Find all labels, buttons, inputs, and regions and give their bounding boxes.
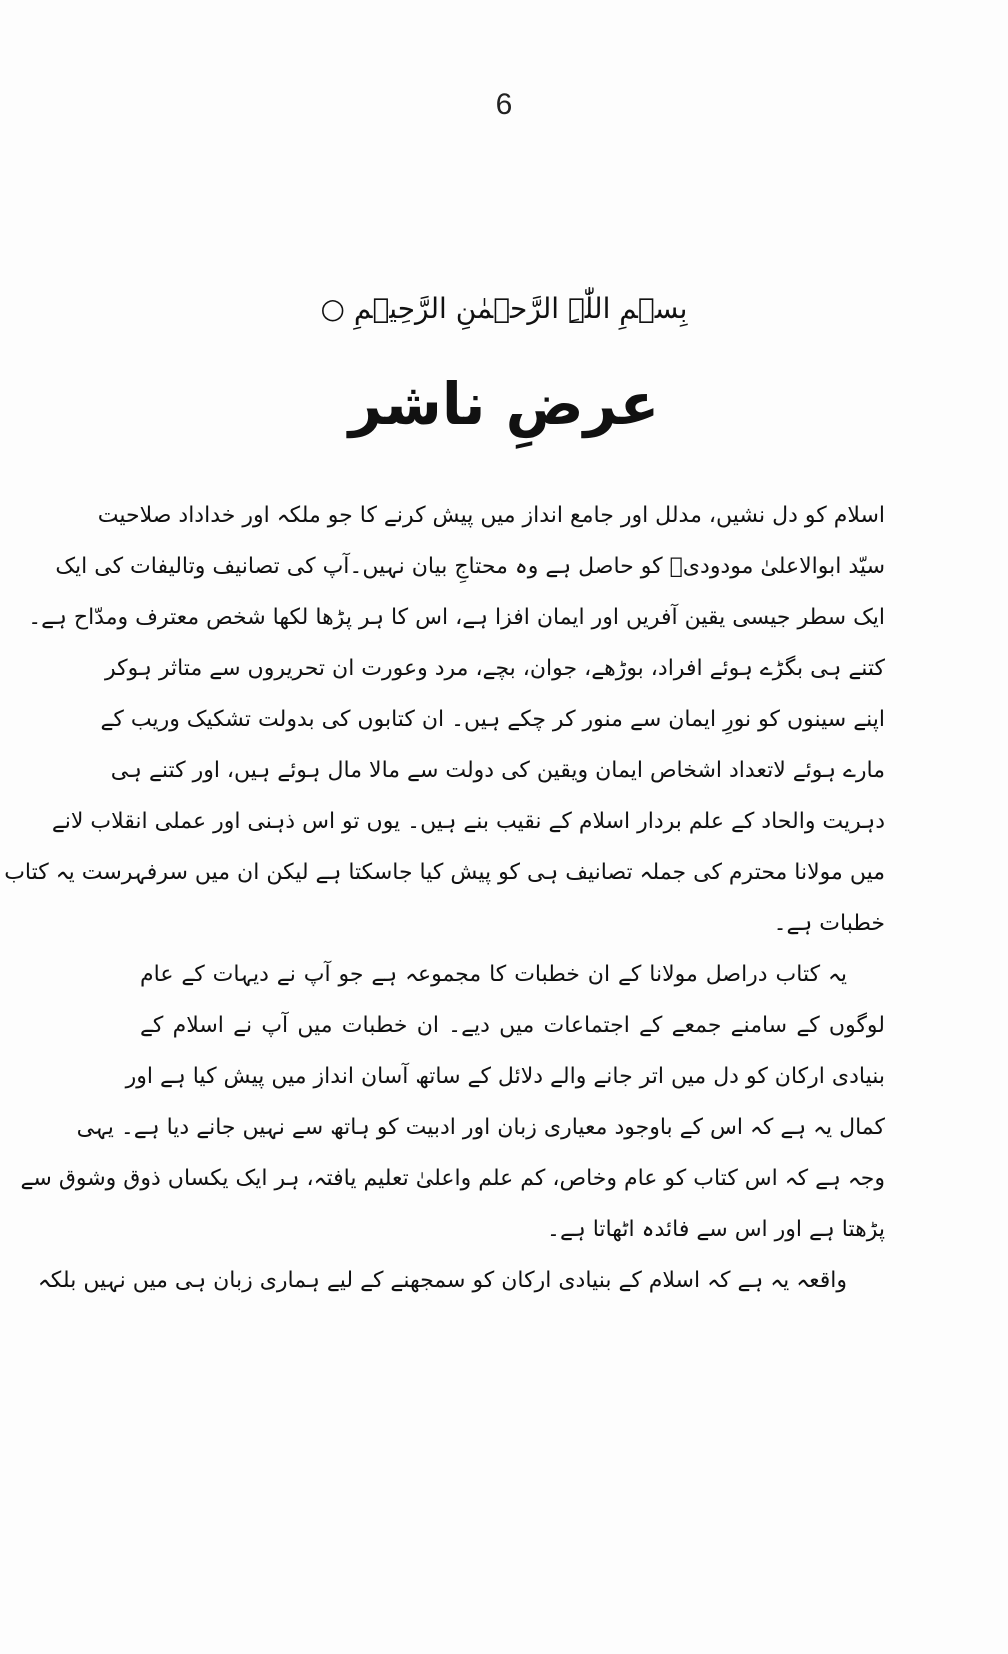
bismillah-heading: بِسۡمِ اللّٰہِ الرَّحۡمٰنِ الرَّحِیۡمِ ○ <box>320 292 688 325</box>
text-line: واقعہ یہ ہے کہ اسلام کے بنیادی ارکان کو سمجھنے کے لیے ہماری زبان ہی میں نہیں بلکہ <box>37 1268 847 1293</box>
text-line: اپنے سینوں کو نورِ ایمان سے منور کر چکے ہیں۔ ان کتابوں کی بدولت تشکیک وریب کے <box>100 707 885 732</box>
text-line: بنیادی ارکان کو دل میں اتر جانے والے دلائل کے ساتھ آسان انداز میں پیش کیا ہے اور <box>125 1064 885 1089</box>
text-line: پڑھتا ہے اور اس سے فائدہ اٹھاتا ہے۔ <box>547 1217 885 1242</box>
text-line: دہریت والحاد کے علم بردار اسلام کے نقیب بنے ہیں۔ یوں تو اس ذہنی اور عملی انقلاب لانے <box>51 809 885 834</box>
text-line: کتنے ہی بگڑے ہوئے افراد، بوڑھے، جوان، بچے، مرد وعورت ان تحریروں سے متاثر ہوکر <box>104 656 885 681</box>
text-line: اسلام کو دل نشیں، مدلل اور جامع انداز میں پیش کرنے کا جو ملکہ اور خداداد صلاحیت <box>97 503 885 528</box>
text-line: مارے ہوئے لاتعداد اشخاص ایمان ویقین کی دولت سے مالا مال ہوئے ہیں، اور کتنے ہی <box>110 758 885 783</box>
text-line: یہ کتاب دراصل مولانا کے ان خطبات کا مجموعہ ہے جو آپ نے دیہات کے عام <box>140 962 847 987</box>
text-line: ایک سطر جیسی یقین آفریں اور ایمان افزا ہے، اس کا ہر پڑھا لکھا شخص معترف ومدّاح ہے۔ <box>28 605 885 630</box>
text-line: میں مولانا محترم کی جملہ تصانیف ہی کو پیش کیا جاسکتا ہے لیکن ان میں سرفہرست یہ کتاب <box>4 860 885 885</box>
page-number: 6 <box>495 88 513 121</box>
body-text <box>4 490 885 1306</box>
text-line: خطبات ہے۔ <box>773 911 885 936</box>
text-line: لوگوں کے سامنے جمعے کے اجتماعات میں دیے۔ ان خطبات میں آپ نے اسلام کے <box>140 1013 885 1038</box>
text-line: سیّد ابوالاعلیٰ مودودیؒ کو حاصل ہے وہ محتاجِ بیان نہیں۔آپ کی تصانیف وتالیفات کی ایک <box>55 554 885 579</box>
text-line: وجہ ہے کہ اس کتاب کو عام وخاص، کم علم واعلیٰ تعلیم یافتہ، ہر ایک یکساں ذوق وشوق سے <box>20 1166 885 1191</box>
page-title: عرضِ ناشر <box>348 370 660 438</box>
text-line: کمال یہ ہے کہ اس کے باوجود معیاری زبان اور ادبیت کو ہاتھ سے نہیں جانے دیا ہے۔ یہی <box>76 1115 885 1140</box>
